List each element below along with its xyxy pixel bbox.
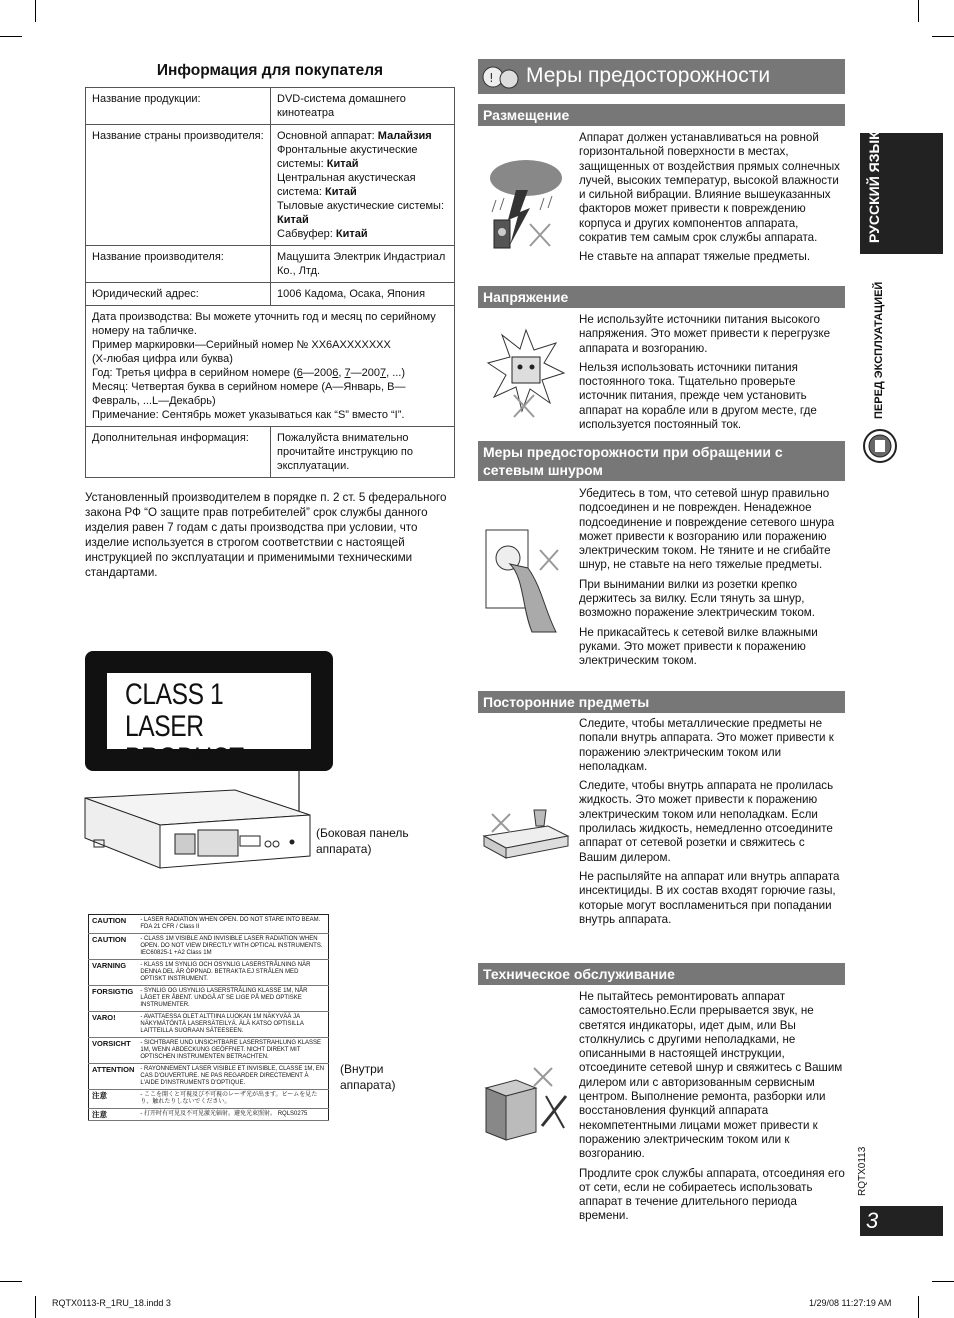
footer-date: 1/29/08 11:27:19 AM (809, 1298, 892, 1308)
device-illustration (80, 770, 315, 875)
footer-file: RQTX0113-R_1RU_18.indd 3 (52, 1298, 171, 1308)
table-row (86, 88, 455, 125)
row-value: 1006 Кадома, Осака, Япония (271, 283, 455, 306)
section-body-cord: Убедитесь в том, что сетевой шнур правильно подсоединен и не поврежден. Ненадежное подсоединение и повреждение сетевого шнура может привести к возгоранию или поражению электрическим током. Не тяните и не сгибайте шнур, не ставьте на него тяжелые предметы. При вынимании вилки из розетки крепко держитесь за вилку. Если тянуть за шнур, возможно поражение электрическим током. Не прикасайтесь к сетевой вилке влажными руками. Это может привести к поражению электрическим током. (579, 487, 835, 668)
row-label: Название производителя: (86, 246, 271, 283)
crop-mark (932, 1281, 954, 1282)
production-date-cell: Дата производства: Вы можете уточнить год и месяц по серийному номеру на табличке. Пример маркировки—Серийный номер № XX6AXXXXXXX (Х-любая цифра или буква) Год: Третья цифра в серийном номере (6—2006, 7—2007, ...) Месяц: Четвертая буква в серийном номере (А—Январь, В—Февраль, ...L—Декабрь) Примечание: Сентябрь может указываться как “S” вместо “I”. (86, 306, 455, 427)
row-label: Название страны производителя: (86, 125, 271, 246)
plug-illustration-icon (484, 528, 566, 638)
table-row (86, 125, 455, 246)
row-value: DVD-система домашнего кинотеатра (271, 88, 455, 125)
inside-caption: (Внутри аппарата) (340, 1062, 396, 1092)
section-heading-cord: Меры предосторожности при обращении с сетевым шнуром (478, 441, 845, 481)
overload-illustration-icon (486, 325, 566, 420)
caution-label: CAUTION - LASER RADIATION WHEN OPEN. DO NOT STARE INTO BEAM. FDA 21 CFR / Class II CAUTION - CLASS 1M VISIBLE AND INVISIBLE LASER RADIATION WHEN OPEN. DO NOT VIEW DIRECTLY WITH OPTICAL INSTRUMENTS. IEC60825-1 +A2 Class 1M VARNING - KLASS 1M SYNLIG OCH OSYNLIG LASERSTRÅLNING NÄR DENNA DEL ÄR ÖPPNAD. BETRAKTA EJ STRÅLEN MED OPTISKT INSTRUMENT. FORSIGTIG - SYNLIG OG USYNLIG LASERSTRÅLING KLASSE 1M, NÅR LÅGET ER ÅBENT. UNDGÅ AT SE LIGE PÅ MED OPTISKE INSTRUMENTER. VARO! - AVATTAESSA OLET ALTTIINA LUOKAN 1M NÄKYVÄÄ JA NÄKYMÄTÖNTÄ LASERSÄTEILYÄ. ÄLÄ KATSO OPTISILLA LAITTEILLA SUORAAN SÄTEESEEN. VORSICHT - SICHTBARE UND UNSICHTBARE LASERSTRAHLUNG KLASSE 1M, WENN ABDECKUNG GEÖFFNET. NICHT DIREKT MIT OPTISCHEN INSTRUMENTEN BETRACHTEN. ATTENTION - RAYONNEMENT LASER VISIBLE ET INVISIBLE, CLASSE 1M, EN CAS D'OUVERTURE. NE PAS REGARDER DIRECTEMENT À L'AIDE D'INSTRUMENTS D'OPTIQUE. 注意 - ここを開くと可視及び不可視のレーザ光が出ます。ビームを見たり、触れたりしないでください。 注意 - 打开时有可见及不可见激光辐射。避免光束照射。 RQLS0275 (88, 914, 329, 1121)
page-number: 3 (866, 1208, 879, 1233)
setup-icon (862, 428, 898, 464)
document-code: RQTX0113 (857, 1146, 868, 1196)
row-label: Юридический адрес: (86, 283, 271, 306)
precaution-icon (482, 62, 520, 92)
row-value: Пожалуйста внимательно прочитайте инструкцию по эксплуатации. (271, 427, 455, 478)
page-number-box (860, 1206, 943, 1236)
precautions-header (478, 59, 845, 94)
section-heading-placement: Размещение (478, 104, 845, 126)
section-body-foreign: Следите, чтобы металлические предметы не попали внутрь аппарата. Это может привести к поражению электрическим током или неполадкам. Следите, чтобы внутрь аппарата не пролилась жидкость. Это может привести к поражению электрическим током или неполадкам. Если пролилась жидкость, немедленно отсоедините аппарат от сетевой розетки и свяжитесь с Вашим дилером. Не распыляйте на аппарат или внутрь аппарата инсектициды. В их состав входят горючие газы, которые могут воспламениться при попадании внутрь аппарата. (579, 717, 840, 926)
crop-mark (0, 36, 22, 37)
svg-text:!: ! (489, 71, 494, 85)
section-heading-foreign: Посторонние предметы (478, 691, 845, 713)
crop-mark (0, 1281, 22, 1282)
table-row (86, 427, 455, 478)
side-panel-caption: (Боковая панель аппарата) (316, 826, 409, 856)
row-label: Название продукции: (86, 88, 271, 125)
language-label: РУССКИЙ ЯЗЫК (866, 131, 882, 243)
crop-mark (35, 1296, 36, 1318)
section-label: ПЕРЕД ЭКСПЛУАТАЦИЕЙ (873, 281, 885, 419)
crop-mark (35, 0, 36, 22)
country-value: Основной аппарат: Малайзия Фронтальные акустические системы: Китай Центральная акустическая система: Китай Тыловые акустические системы: Китай Сабвуфер: Китай (271, 125, 455, 246)
storm-illustration-icon (486, 150, 566, 255)
laser-line-1: CLASS 1 (125, 678, 224, 711)
table-row (86, 306, 455, 427)
laser-line-2: LASER PRODUCT (125, 710, 244, 775)
table-row (86, 283, 455, 306)
crop-mark (918, 0, 919, 22)
section-body-service: Не пытайтесь ремонтировать аппарат самостоятельно.Если прерывается звук, не светятся индикаторы, идет дым, или Вы столкнулись с другими неполадками, не описанными в настоящей инструкции, отсоедините сетевой шнур и свяжитесь с Вашим дилером или с авторизованным сервисным центром. Выполнение ремонта, разборки или восстановления функций аппарата некомпетентными лицами может привести к поражению электрическим током или к возгоранию. Продлите срок службы аппарата, отсоединяя его от сети, если не собираетесь использовать аппарат в течение длительного периода времени. (579, 990, 845, 1223)
section-heading-service: Техническое обслуживание (478, 963, 845, 985)
table-row (86, 246, 455, 283)
laser-label (85, 651, 333, 775)
service-life-note: Установленный производителем в порядке п. 2 ст. 5 федерального закона РФ “О защите прав потребителей” срок службы данного изделия равен 7 годам с даты производства при условии, что изделие используется в строгом соответствии с настоящей инструкцией по эксплуатации и применимыми техническими стандартами. (85, 491, 447, 579)
crop-mark (932, 36, 954, 37)
section-heading-voltage: Напряжение (478, 286, 845, 308)
customer-info-table (85, 87, 455, 478)
section-body-placement: Аппарат должен устанавливаться на ровной горизонтальной поверхности в местах, защищенных от воздействия прямых солнечных лучей, высоких температур, высокой влажности и сильной вибрации. Влияние вышеуказанных факторов может привести к повреждению корпуса и других компонентов аппарата, сократив тем самым срок службы аппарата. Не ставьте на аппарат тяжелые предметы. (579, 131, 840, 264)
row-value: Мацушита Электрик Индастриал Ко., Лтд. (271, 246, 455, 283)
row-label: Дополнительная информация: (86, 427, 271, 478)
crop-mark (918, 1296, 919, 1318)
customer-info-title: Информация для покупателя (156, 62, 384, 79)
spill-illustration-icon (478, 806, 572, 866)
section-body-voltage: Не используйте источники питания высокого напряжения. Это может привести к перегрузке аппарата и возгоранию. Нельзя использовать источники питания постоянного тока. Тщательно проверьте источник питания, прежде чем установить аппарат на корабле или в другом месте, где используется постоянный ток. (579, 313, 831, 432)
page-title: Меры предосторожности (526, 64, 771, 87)
repair-illustration-icon (480, 1066, 572, 1146)
